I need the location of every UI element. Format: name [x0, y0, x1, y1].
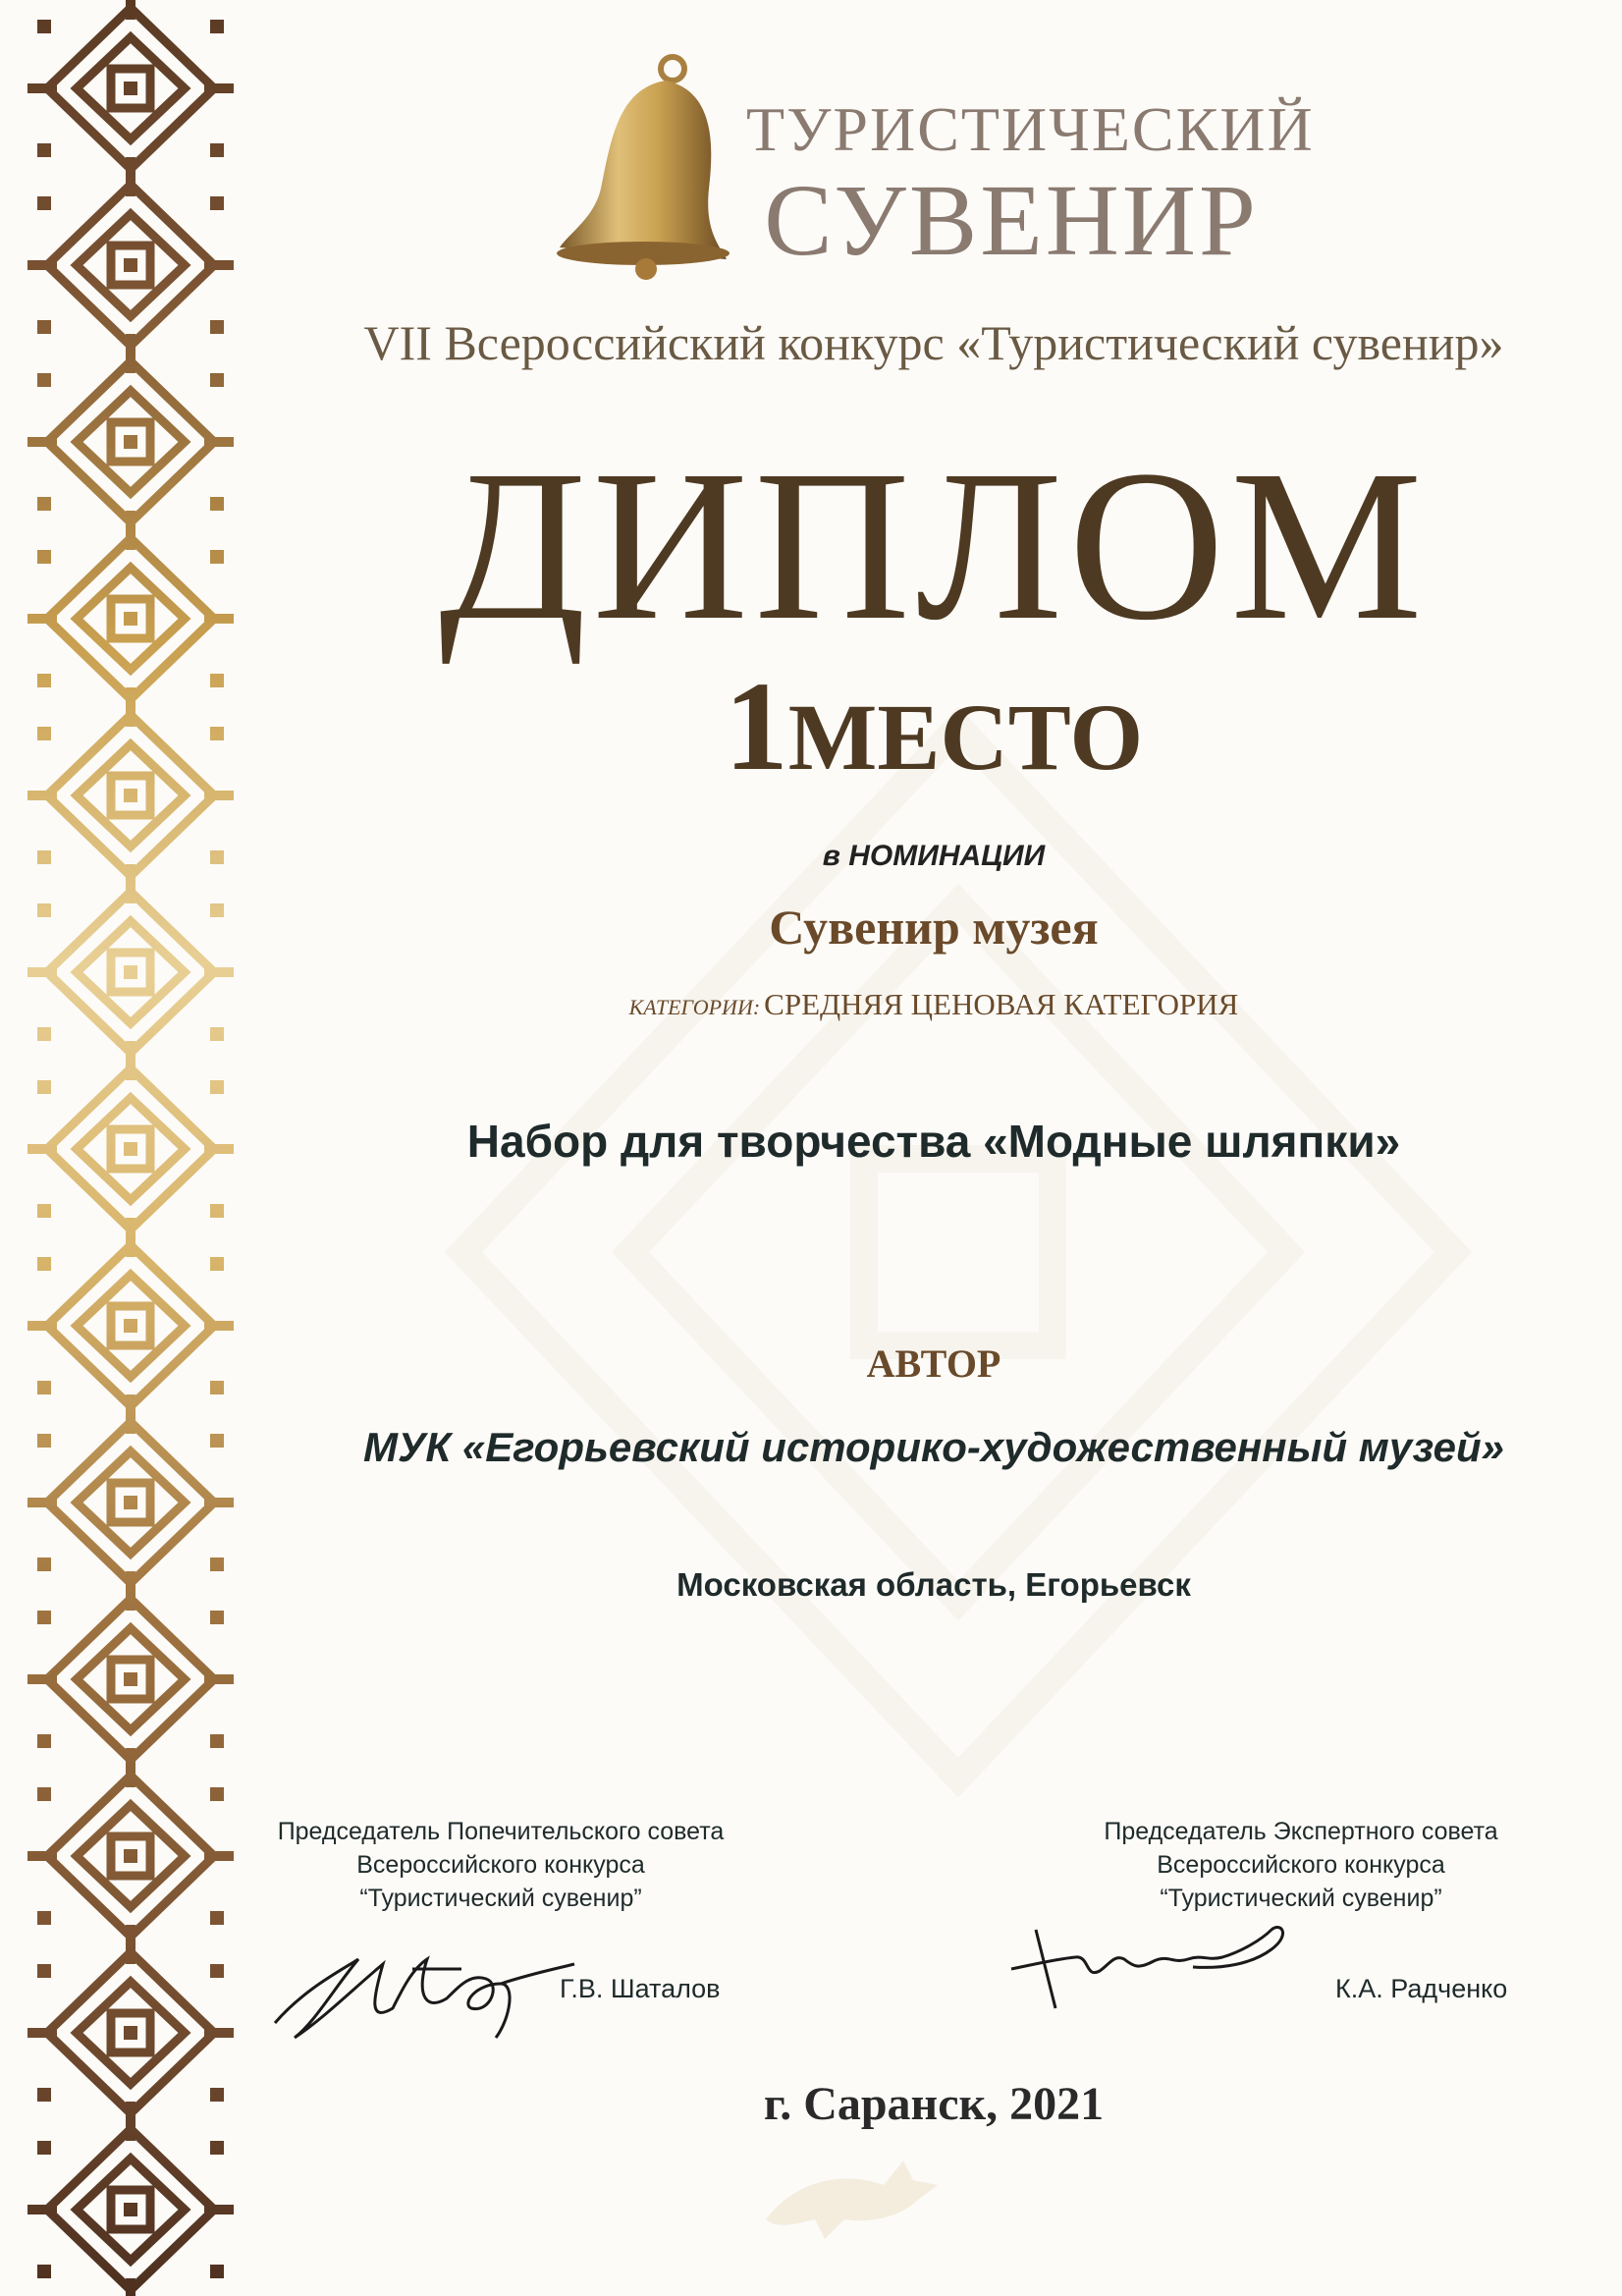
- place-date: г. Саранск, 2021: [763, 2078, 1105, 2130]
- right-signatory-name: К.А. Радченко: [1335, 1974, 1508, 2003]
- author-label: АВТОР: [866, 1341, 1001, 1386]
- ornament-border: [27, 0, 234, 2296]
- right-signatory-line3: “Туристический сувенир”: [1160, 1885, 1442, 1912]
- author-name: МУК «Егорьевский историко-художественный музей»: [363, 1424, 1504, 1470]
- diploma-title: ДИПЛОМ: [439, 425, 1429, 665]
- logo-line1: ТУРИСТИЧЕСКИЙ: [746, 94, 1315, 164]
- logo-line2: СУВЕНИР: [764, 164, 1259, 277]
- place-line: [245, 653, 1622, 839]
- left-signatory-name: Г.В. Шаталов: [560, 1974, 721, 2003]
- category-value: СРЕДНЯЯ ЦЕНОВАЯ КАТЕГОРИЯ: [764, 987, 1239, 1021]
- right-signatory-line1: Председатель Экспертного совета: [1104, 1818, 1498, 1845]
- left-signatory-title: [245, 1815, 756, 1915]
- contest-title: VII Всероссийский конкурс «Туристический сувенир»: [363, 315, 1504, 370]
- bell-icon: [540, 51, 746, 282]
- place-word: МЕСТО: [787, 684, 1144, 790]
- category-label: КАТЕГОРИИ:: [628, 995, 761, 1019]
- nomination-label: в НОМИНАЦИИ: [822, 840, 1046, 872]
- category-line: [245, 987, 1622, 1022]
- nomination-name: Сувенир музея: [769, 900, 1099, 955]
- right-signatory-title: [1046, 1815, 1556, 1915]
- fox-watermark-icon: [756, 2141, 952, 2249]
- work-title: Набор для творчества «Модные шляпки»: [466, 1116, 1401, 1167]
- left-signatory-line2: Всероссийского конкурса: [356, 1851, 645, 1879]
- left-signatory-line3: “Туристический сувенир”: [359, 1885, 642, 1912]
- right-signatory-line2: Всероссийского конкурса: [1157, 1851, 1445, 1879]
- left-signature: [265, 1930, 579, 2048]
- place-number: 1: [724, 656, 788, 797]
- author-region: Московская область, Егорьевск: [676, 1566, 1191, 1603]
- right-signature: [997, 1910, 1311, 2018]
- left-signatory-line1: Председатель Попечительского совета: [277, 1818, 725, 1845]
